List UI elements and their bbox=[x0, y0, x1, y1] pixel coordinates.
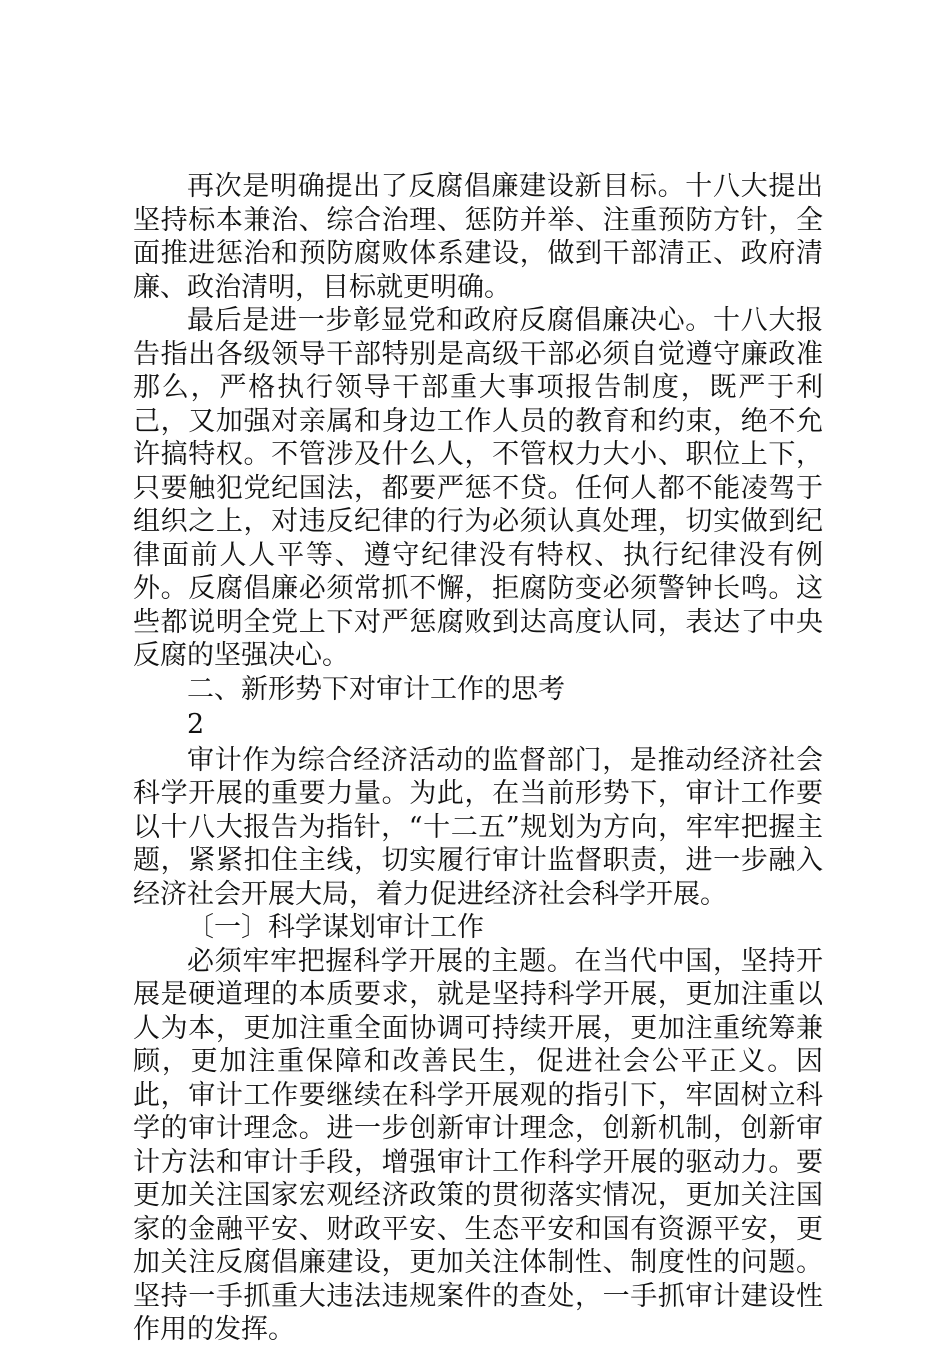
section-heading: 二、新形势下对审计工作的思考 bbox=[187, 673, 565, 705]
subsection-heading: 〔一〕科学谋划审计工作 bbox=[187, 912, 484, 943]
page-number: 2 bbox=[187, 709, 205, 740]
paragraph-scientific-development: 必须牢牢把握科学开展的主题。在当代中国，坚持开展是硬道理的本质要求，就是坚持科学开展，更加注重以人为本，更加注重全面协调可持续开展，更加注重统筹兼顾，更加注重保障和改善民生，促进社会公平正义。因此，审计工作要继续在科学开展观的指引下，牢固树立科学的审计理念。进一步创新审计理念，创新机制，创新审计方法和审计手段，增强审计工作科学开展的驱动力。要更加关注国家宏观经济政策的贯彻落实情况，更加关注国家的金融平安、财政平安、生态平安和国有资源平安，更加关注反腐倡廉建设，更加关注体制性、制度性的问题。坚持一手抓重大违法违规案件的查处，一手抓审计建设性作用的发挥。 bbox=[133, 945, 823, 1345]
document-body bbox=[133, 170, 823, 1347]
paragraph-determination: 最后是进一步彰显党和政府反腐倡廉决心。十八大报告指出各级领导干部特别是高级干部必须自觉遵守廉政准那么，严格执行领导干部重大事项报告制度，既严于利己，又加强对亲属和身边工作人员的教育和约束，绝不允许搞特权。不管涉及什么人，不管权力大小、职位上下，只要触犯党纪国法，都要严惩不贷。任何人都不能凌驾于组织之上，对违反纪律的行为必须认真处理，切实做到纪律面前人人平等、遵守纪律没有特权、执行纪律没有例外。反腐倡廉必须常抓不懈，拒腐防变必须警钟长鸣。这些都说明全党上下对严惩腐败到达高度认同，表达了中央反腐的坚强决心。 bbox=[133, 305, 823, 671]
paragraph-audit-role: 审计作为综合经济活动的监督部门，是推动经济社会科学开展的重要力量。为此，在当前形势下，审计工作要以十八大报告为指针，“十二五”规划为方向，牢牢把握主题，紧紧扣住主线，切实履行审计监督职责，进一步融入经济社会开展大局，着力促进经济社会科学开展。 bbox=[133, 744, 823, 910]
paragraph-new-goals: 再次是明确提出了反腐倡廉建设新目标。十八大提出坚持标本兼治、综合治理、惩防并举、注重预防方针，全面推进惩治和预防腐败体系建设，做到干部清正、政府清廉、政治清明，目标就更明确。 bbox=[133, 171, 823, 303]
